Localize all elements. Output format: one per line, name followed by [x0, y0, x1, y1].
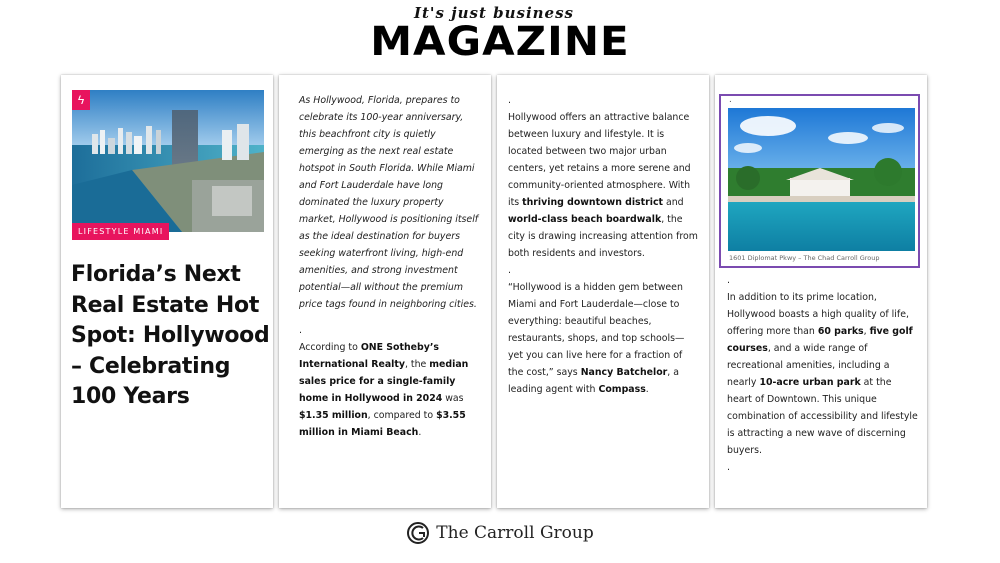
category-badge[interactable]: LIFESTYLE MIAMI	[72, 223, 169, 240]
cover-photo	[72, 90, 264, 232]
article-headline: Florida’s Next Real Estate Hot Spot: Hollywood – Celebrating 100 Years	[71, 262, 270, 409]
separator-dot: .	[508, 265, 511, 276]
property-photo	[728, 108, 915, 251]
text-segment: Hollywood offers an attractive balance between luxury and lifestyle. It is located between two major urban centers, yet retains a more serene and community-oriented atmosphere. With its	[508, 112, 691, 208]
article-cover-card	[61, 75, 273, 508]
text-segment: , compared to	[367, 410, 437, 421]
property-photo-frame	[719, 94, 920, 268]
masthead	[0, 4, 1000, 65]
text-segment: , and a wide range of recreational amenities, including a nearly	[727, 343, 890, 388]
quote-text: “Hollywood is a hidden gem between Miami and Fort Lauderdale—close to everything: beautiful beaches, restaurants, shops, and top schools—yet you can live here for a fraction of the cost,” says	[508, 282, 685, 378]
text-segment: .	[418, 427, 422, 438]
text-segment: According to	[299, 342, 361, 353]
article-column-3	[497, 75, 709, 508]
text-segment: , a leading agent with	[508, 367, 680, 395]
text-segment: was	[442, 393, 464, 404]
downtown-district-highlight: thriving downtown district	[522, 197, 663, 208]
separator-dot: .	[727, 462, 730, 473]
boardwalk-highlight: world-class beach boardwalk	[508, 214, 662, 225]
brand-footer	[0, 521, 1000, 551]
photo-caption: 1601 Diplomat Pkwy – The Chad Carroll Group	[729, 254, 880, 262]
urban-park-size: 10-acre urban park	[759, 377, 861, 388]
text-segment: and	[663, 197, 684, 208]
article-column-4	[715, 75, 927, 508]
agency-name: Compass	[598, 384, 646, 395]
text-segment: .	[645, 384, 649, 395]
carroll-group-logo-icon	[406, 521, 430, 545]
brand-name: The Carroll Group	[436, 523, 594, 543]
parks-count: 60 parks	[817, 326, 864, 337]
amenities-paragraph	[727, 272, 919, 476]
text-segment: ,	[863, 326, 870, 337]
text-segment: , the	[404, 359, 430, 370]
golf-courses-count: five golf courses	[727, 326, 913, 354]
sales-stats-paragraph	[299, 322, 479, 441]
hollywood-price: $1.35 million	[299, 410, 368, 421]
brokerage-name: ONE Sotheby’s International Realty	[299, 342, 439, 370]
article-column-2	[279, 75, 491, 508]
text-segment: , the city is drawing increasing attention from both residents and investors.	[508, 214, 698, 259]
magazine-title: MAGAZINE	[370, 19, 630, 65]
lifestyle-paragraph	[508, 92, 698, 398]
median-price-label: median sales price for a single-family home in Hollywood in 2024	[299, 359, 469, 404]
agent-name: Nancy Batchelor	[580, 367, 668, 378]
separator-dot: .	[729, 94, 732, 105]
separator-dot: .	[299, 325, 302, 336]
magazine-tagline: It's just business	[413, 4, 574, 22]
intro-paragraph: As Hollywood, Florida, prepares to celebrate its 100-year anniversary, this beachfront city is quietly emerging as the next real estate hotspot in South Florida. While Miami and Fort Lauderdale have long dominated the luxury property market, Hollywood is positioning itself as the ideal destination for buyers seeking waterfront living, high-end amenities, and strong investment potential—all without the premium price tags found in neighboring cities.	[299, 95, 479, 310]
text-segment: at the heart of Downtown. This unique combination of accessibility and lifestyle is attracting a new wave of discerning buyers.	[727, 377, 918, 456]
lightning-bolt-icon: ϟ	[72, 90, 90, 110]
separator-dot: .	[508, 95, 511, 106]
miami-beach-price: $3.55 million in Miami Beach	[299, 410, 466, 438]
separator-dot: .	[727, 275, 730, 286]
text-segment: In addition to its prime location, Hollywood boasts a high quality of life, offering more than	[727, 292, 909, 337]
